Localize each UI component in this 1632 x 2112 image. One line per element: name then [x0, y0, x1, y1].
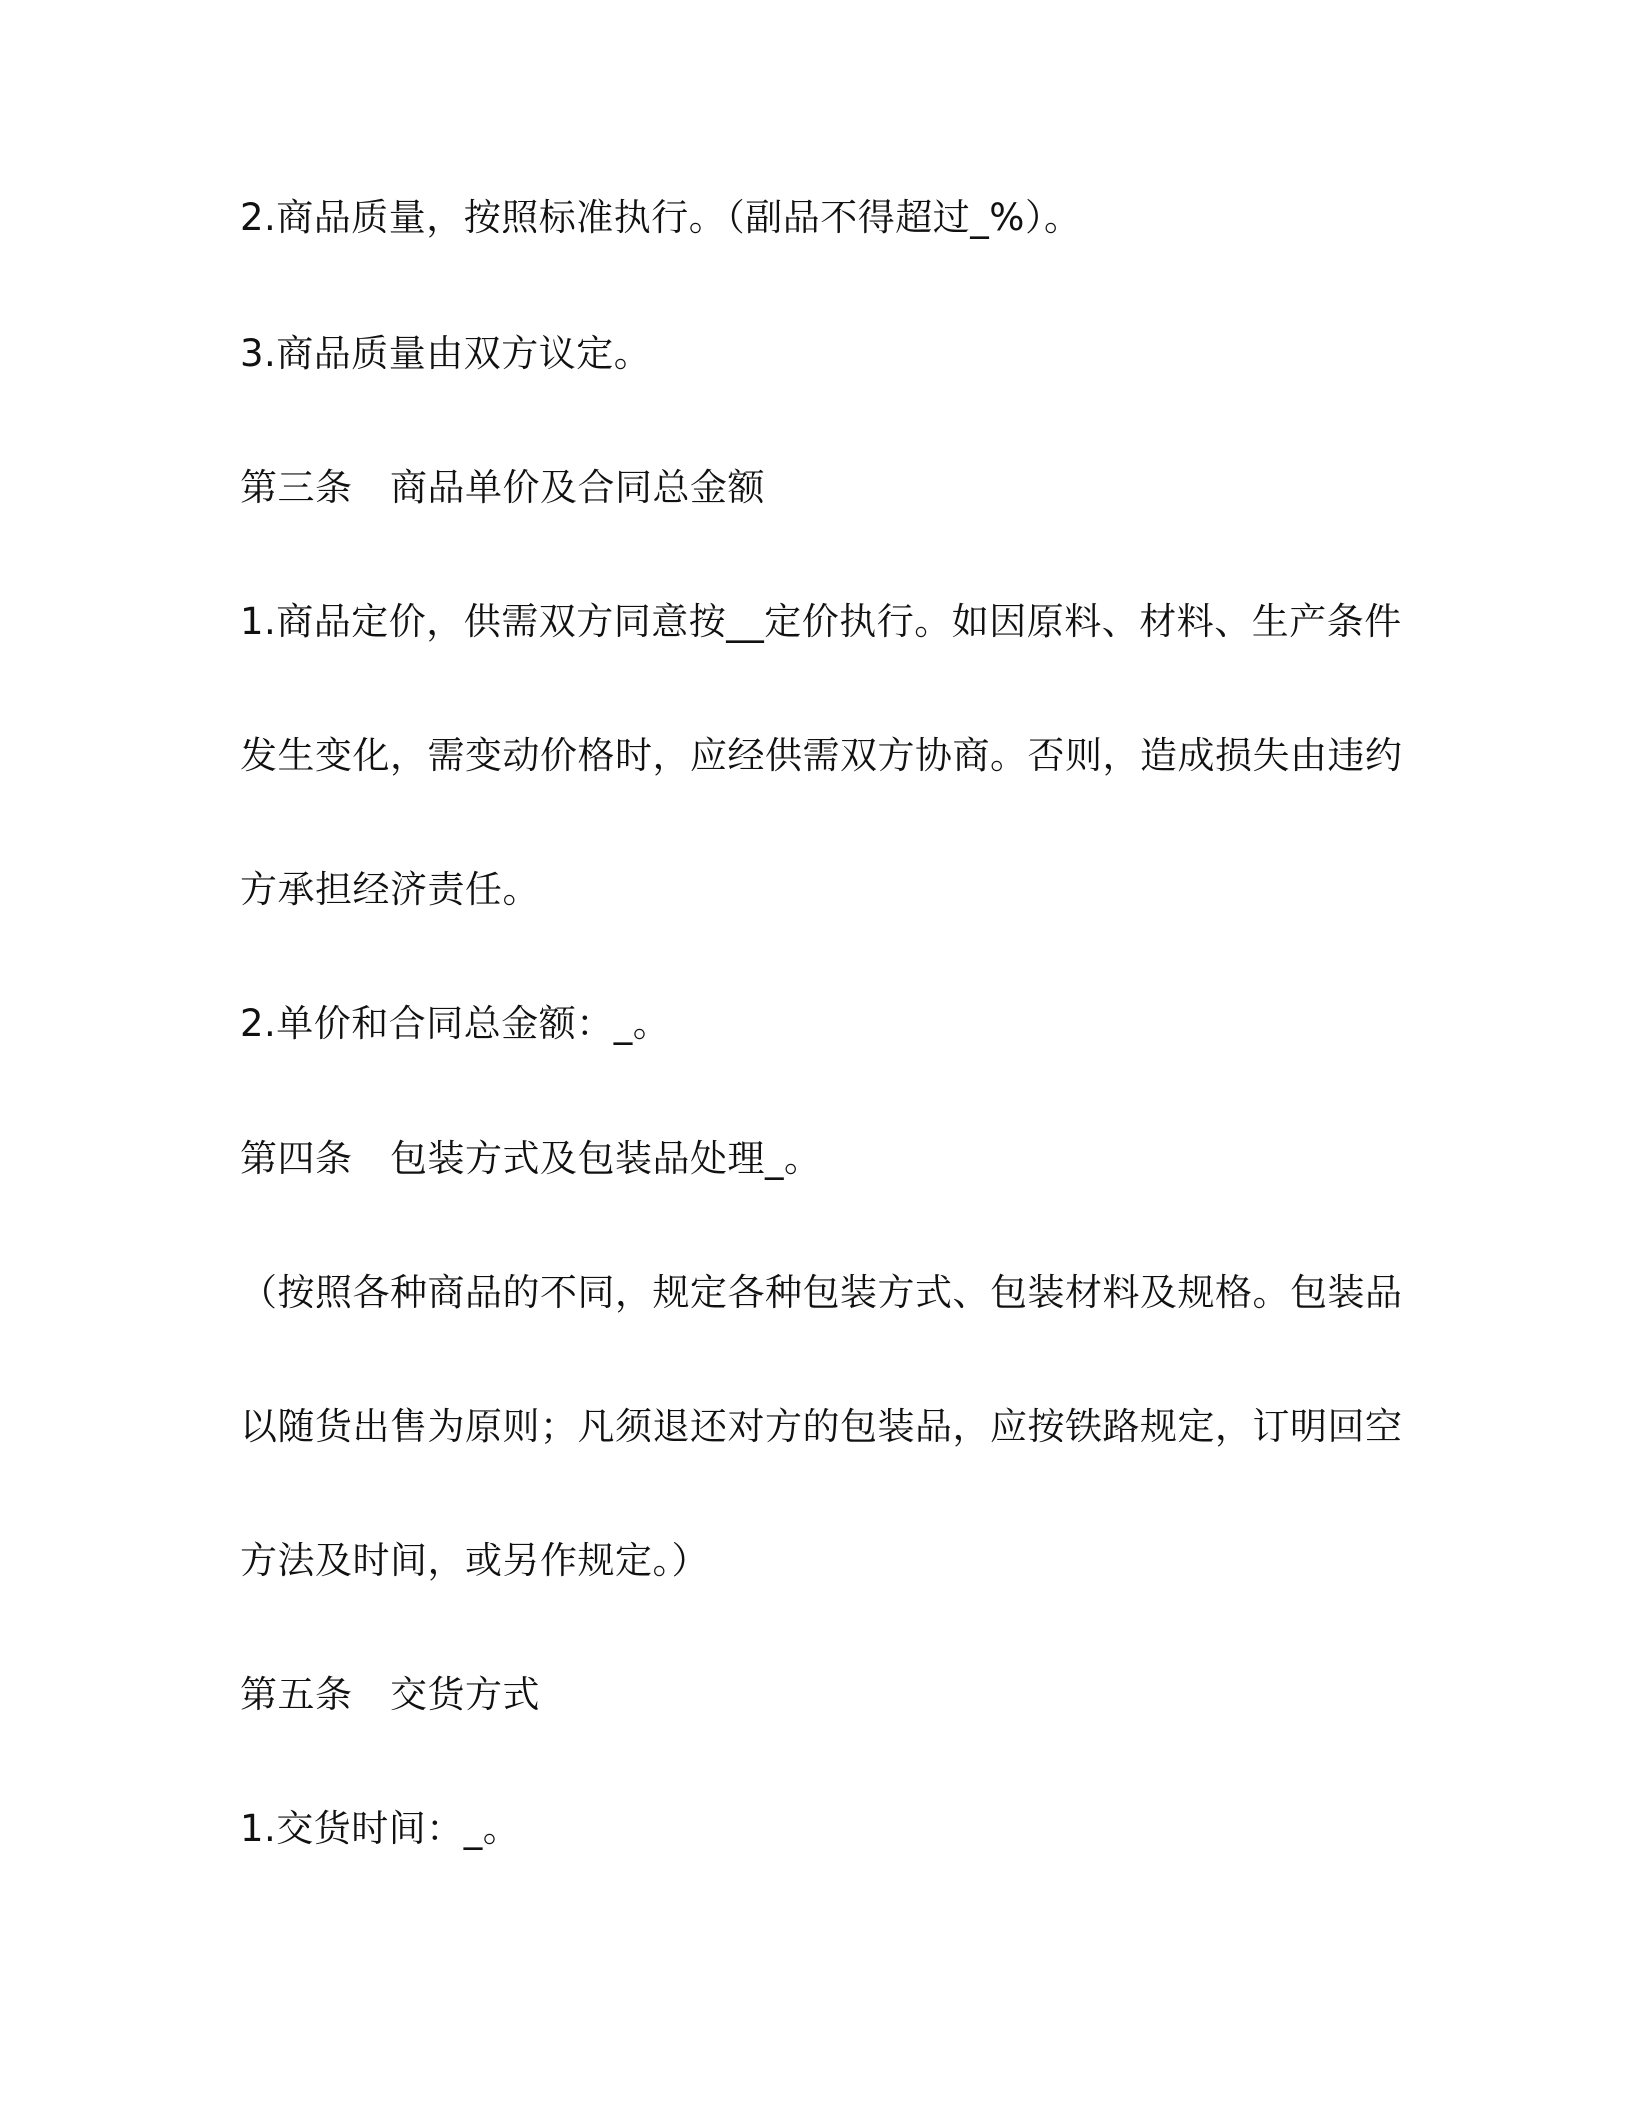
packaging-note-line-3: 方法及时间，或另作规定。）: [240, 1539, 709, 1582]
article-5-heading: 第五条 交货方式: [240, 1673, 540, 1716]
packaging-note-line-2: 以随货出售为原则；凡须退还对方的包装品，应按铁路规定，订明回空: [240, 1405, 1403, 1448]
pricing-clause-1-line-1: 1.商品定价，供需双方同意按__定价执行。如因原料、材料、生产条件: [240, 600, 1402, 643]
delivery-clause-1: 1.交货时间：_。: [240, 1807, 521, 1850]
pricing-clause-1-line-2: 发生变化，需变动价格时，应经供需双方协商。否则，造成损失由违约: [240, 734, 1403, 777]
pricing-clause-2: 2.单价和合同总金额：_。: [240, 1002, 671, 1045]
pricing-clause-1-line-3: 方承担经济责任。: [240, 868, 540, 911]
article-3-heading: 第三条 商品单价及合同总金额: [240, 466, 765, 509]
packaging-note-line-1: （按照各种商品的不同，规定各种包装方式、包装材料及规格。包装品: [240, 1271, 1403, 1314]
article-4-heading: 第四条 包装方式及包装品处理_。: [240, 1137, 822, 1180]
quality-clause-3: 3.商品质量由双方议定。: [240, 332, 652, 375]
quality-clause-2: 2.商品质量，按照标准执行。（副品不得超过_%）。: [240, 196, 1082, 239]
